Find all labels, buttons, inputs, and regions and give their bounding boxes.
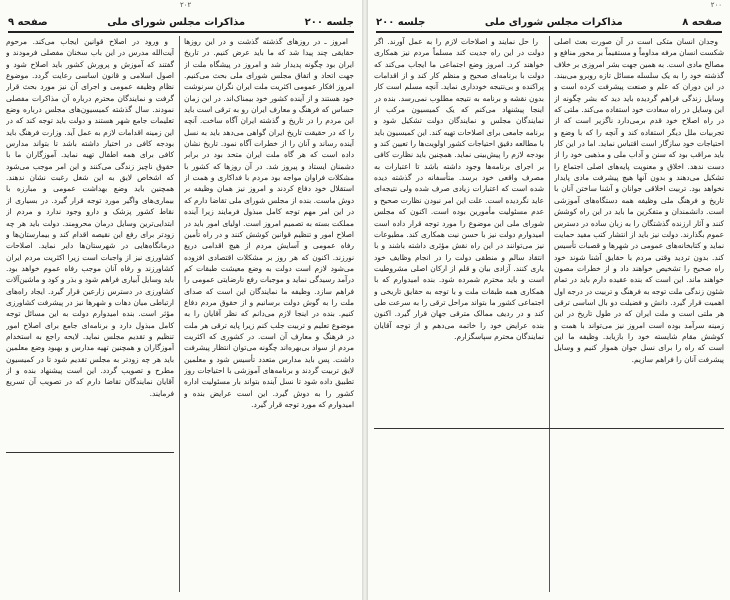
header-rule — [376, 31, 722, 33]
column-text: امروز ـ در روزهای گذشته گذشت و در این روزها حقایقی چند پیدا شد که ما باید عرض کنیم. در تاریخ ایران بود چگونه پدیدار شد و امروز در پیشگاه ملت از جهت اتحاد و اتفاق مجلس شورای ملی بحث می‌کنیم. امروز افکار عمومی اکثریت ملت ایران نگران سرنوشت خود هستند و از آینده کشور خود بیمناک‌اند. در این زمان حساس که فرهنگ و معارف ایران رو به ترقی است باید این مردم را در تاریخ و گذشته ایران آگاه ساخت. آنچه را که در حقیقت تاریخ ایران گواهی می‌دهد باید به نسل آینده رساند و آنان را از خطرات آگاه نمود. تاریخ نشان داده است که هر گاه ملت ایران متحد بود در برابر دشمنان ایستاد و پیروز شد. در آن روزها که کشور با مشکلات فراوان مواجه بود مردم با فداکاری و همت از استقلال خود دفاع کردند و امروز نیز همان وظیفه بر دوش ماست. بنده از مجلس شورای ملی تقاضا دارم که در این امر مهم توجه کامل مبذول فرمایند زیرا آینده مملکت بسته به تصمیم امروز است. اولیای امور باید در اصلاح امور و تنظیم قوانین کوشش کنند و در راه تأمین رفاه عمومی و آسایش مردم از هیچ اقدامی دریغ نورزند. اکنون که هر روز بر مشکلات اقتصادی افزوده می‌شود لازم است دولت به وضع معیشت طبقات کم درآمد رسیدگی نماید و موجبات رفع نارضایتی عمومی را فراهم سازد. وظیفه ما نمایندگان این است که صدای ملت را به گوش دولت برسانیم و از حقوق مردم دفاع کنیم. بنده در اینجا لازم می‌دانم که نظر آقایان را به موضوع تعلیم و تربیت جلب کنم زیرا پایه ترقی هر ملت در فرهنگ و معارف آن است. در کشوری که اکثریت مردم از سواد بی‌بهره‌اند چگونه می‌توان انتظار پیشرفت داشت. پس باید مدارس متعدد تأسیس شود و معلمین لایق تربیت گردند و برنامه‌های آموزشی با احتیاجات روز تطبیق داده شود تا نسل آینده بتواند بار مسئولیت اداره کشور را به دوش گیرد. این است عرایض بنده و امیدوارم که مورد توجه قرار گیرد. — [184, 37, 354, 409]
column-divider — [179, 36, 180, 592]
text-column-right — [554, 36, 724, 592]
left-page — [0, 0, 362, 600]
column-text: و ورود در اصلاح قوانین ایجاب می‌کند. مرحوم آیت‌الله مدرس در این باب سخنان مفصلی فرمودند و گفتند که آموزش و پرورش کشور باید اصلاح شود و اصول اسلامی و قانون اساسی رعایت گردد. موضوع نظام وظیفه عمومی و اجرای آن نیز مورد بحث قرار گرفت و نمایندگان محترم درباره آن مذاکرات مفصلی نمودند. سال گذشته کمیسیون‌های مجلس درباره وضع تعلیمات جامع شهر هستند و دولت باید توجه کند که در این زمینه اقدامات لازم به عمل آید. وزارت فرهنگ باید بودجه کافی در اختیار داشته باشد تا بتواند مدارس کافی برای همه اطفال تهیه نماید. آموزگاران ما با حقوق ناچیز زندگی می‌کنند و این امر موجب می‌شود که اشخاص لایق به این شغل رغبت نشان ندهند. همچنین باید وضع بهداشت عمومی و مبارزه با بیماری‌های واگیر مورد توجه قرار گیرد. در بسیاری از نقاط کشور پزشک و دارو وجود ندارد و مردم از ابتدایی‌ترین وسایل درمان محرومند. دولت باید هر چه زودتر برای رفع این نقیصه اقدام کند و بیمارستان‌ها و درمانگاه‌هایی در شهرستان‌ها دایر نماید. اصلاحات کشاورزی نیز از واجبات است زیرا اکثریت مردم ایران کشاورزند و رفاه آنان موجب رفاه عموم خواهد بود. باید وسایل آبیاری فراهم شود و بذر و کود و ماشین‌آلات کشاورزی در دسترس زارعین قرار گیرد. ایجاد راه‌های ارتباطی میان دهات و شهرها نیز در پیشرفت کشاورزی مؤثر است. بنده امیدوارم دولت به این مسائل توجه کامل مبذول دارد و برنامه‌ای جامع برای اصلاح امور تنظیم و تقدیم مجلس نماید. لایحه راجع به استخدام آموزگاران و همچنین تهیه مدارس و بهبود وضع معلمین باید هر چه زودتر به مجلس تقدیم شود تا در کمیسیون مطرح و تصویب گردد. این است پیشنهاد بنده و از آقایان نمایندگان تقاضا دارم که در تصویب آن تسریع فرمایند. — [6, 37, 174, 398]
right-page — [368, 0, 730, 600]
page-title: مذاکرات مجلس شورای ملی — [107, 16, 246, 28]
section-rule — [6, 452, 174, 453]
page-header — [8, 14, 354, 30]
page-number: صفحه ۸ — [682, 16, 722, 28]
column-text: را حل نمایند و اصلاحات لازم را به عمل آورند. اگر دولت در این راه جدیت کند مسلماً مردم نیز همکاری خواهند کرد. امروز وضع اجتماعی ما ایجاب می‌کند که دولت با برنامه‌ای صحیح و منظم کار کند و از اقدامات پراکنده و بی‌نتیجه خودداری نماید. آنچه مسلم است کار بدون نقشه و برنامه به نتیجه مطلوب نمی‌رسد. بنده در اینجا پیشنهاد می‌کنم که یک کمیسیون مرکب از نمایندگان مجلس و نمایندگان دولت تشکیل شود و برنامه جامعی برای اصلاحات تهیه کند. این کمیسیون باید با مطالعه دقیق احتیاجات کشور اولویت‌ها را تعیین کند و بودجه لازم را پیش‌بینی نماید. همچنین باید نظارت کافی بر اجرای برنامه‌ها وجود داشته باشد تا اعتبارات به مصرف واقعی خود برسد. متأسفانه در گذشته دیده شده است که اعتبارات زیادی صرف شده ولی نتیجه‌ای عاید نگردیده است. علت این امر نبودن نظارت صحیح و عدم مسئولیت مأمورین بوده است. اکنون که مجلس شورای ملی این موضوع را مورد توجه قرار داده است امیدوارم دولت نیز با حسن نیت همکاری کند. مطبوعات نیز می‌توانند در این راه نقش مؤثری داشته باشند و با انتقاد سالم و منطقی دولت را در انجام وظایف خود یاری کنند. آزادی بیان و قلم از ارکان اصلی مشروطیت است و باید محترم شمرده شود. بنده امیدوارم که با همکاری همه طبقات ملت و با توجه به حقایق تاریخی و اجتماعی کشور ما بتواند مراحل ترقی را به سرعت طی کند و در ردیف ممالک مترقی جهان قرار گیرد. اکنون بنده عرایض خود را خاتمه می‌دهم و از توجه آقایان نمایندگان محترم سپاسگزارم. — [374, 37, 544, 341]
page-top-mark: ۲۰۰ — [710, 1, 722, 9]
session-label: جلسه ۲۰۰ — [376, 16, 426, 28]
text-column-left — [374, 36, 544, 592]
page-number: صفحه ۹ — [8, 16, 48, 28]
session-label: جلسه ۲۰۰ — [304, 16, 354, 28]
page-top-mark: ۲۰۲ — [180, 1, 192, 9]
text-column-left — [6, 36, 174, 592]
text-column-right — [184, 36, 354, 592]
column-text: وجدان انسان متکی است در آن صورت بعث اصلی شکست انسان مرفه مداوماً و مستقیماً بر محور منافع و مصالح مادی است. به همین جهت بشر امروزی بر خلاف گذشته خود را به یک سلسله مسائل تازه روبرو می‌بیند. در این دوران که علم و صنعت پیشرفت کرده است و وسایل زندگی فراهم گردیده باید دید که بشر چگونه از این وسایل در راه سعادت خود استفاده می‌کند. ملتی که در راه اصلاح خود قدم برمی‌دارد ناگزیر است که از تجربیات ملل دیگر استفاده کند و آنچه را که با وضع و احتیاجات خود سازگار است اقتباس نماید. اما در این کار باید مراقب بود که سنن و آداب ملی و مذهبی خود را از دست ندهد. اخلاق و معنویت پایه‌های اصلی اجتماع را تشکیل می‌دهند و بدون آنها هیچ پیشرفت مادی پایدار نخواهد بود. تربیت اخلاقی جوانان و آشنا ساختن آنان با تاریخ و فرهنگ ملی وظیفه همه دستگاه‌های آموزشی است. دانشمندان و متفکرین ما باید در این راه کوشش کنند و آثار ارزنده گذشتگان را به زبان ساده در دسترس عموم بگذارند. دولت نیز باید از انتشار کتب مفید حمایت نماید و کتابخانه‌های عمومی در شهرها و قصبات تأسیس کند. بدون تردید وقتی مردم با حقایق آشنا شوند خود راه صحیح را تشخیص خواهند داد و از خطرات مصون خواهند ماند. این است که بنده عقیده دارم باید در تمام شئون زندگی ملت توجه به فرهنگ و تربیت در درجه اول اهمیت قرار گیرد. دانش و فضیلت دو بال اساسی ترقی هر ملتی است و ملت ایران که در طول تاریخ در این زمینه سرآمد بوده است امروز نیز می‌تواند با همت و کوشش مقام شایسته خود را بازیابد. وظیفه ما این است که راه را برای نسل جوان هموار کنیم و وسایل پیشرفت آنان را فراهم سازیم. — [554, 37, 724, 364]
header-rule — [8, 31, 354, 33]
column-divider — [549, 36, 550, 592]
page-title: مذاکرات مجلس شورای ملی — [484, 16, 623, 28]
section-rule — [374, 428, 724, 429]
page-header — [376, 14, 722, 30]
